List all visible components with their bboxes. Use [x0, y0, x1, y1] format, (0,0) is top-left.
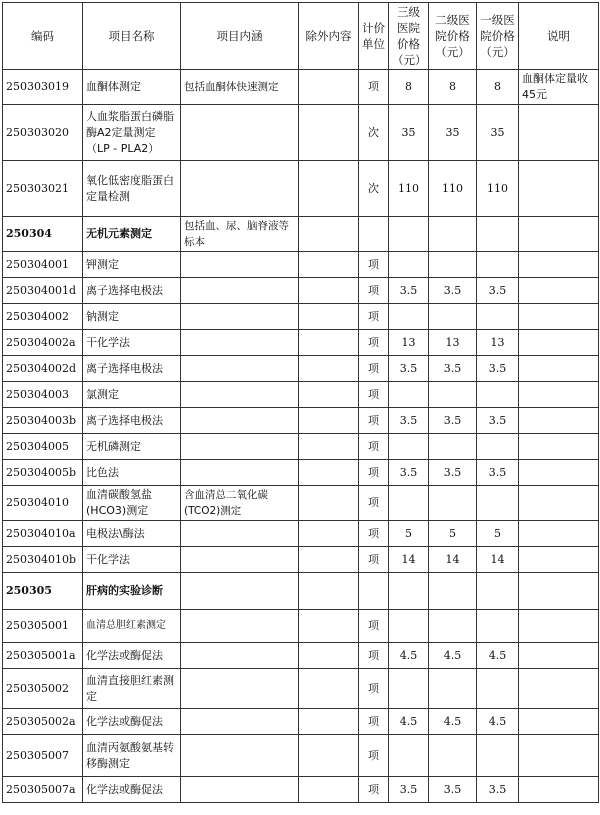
row-scope — [181, 434, 299, 460]
row-unit: 项 — [359, 460, 389, 486]
header-price-level2: 二级医院价格（元） — [429, 3, 477, 70]
row-price-level2 — [429, 382, 477, 408]
row-price-level3: 35 — [389, 105, 429, 161]
row-exclude — [299, 330, 359, 356]
row-note — [519, 521, 599, 547]
row-unit: 项 — [359, 547, 389, 573]
row-name: 无机磷测定 — [83, 434, 181, 460]
row-price-level3 — [389, 669, 429, 709]
table-row — [3, 669, 599, 709]
header-row — [3, 3, 599, 70]
row-code: 250304001 — [3, 252, 83, 278]
row-exclude — [299, 460, 359, 486]
row-name: 钾测定 — [83, 252, 181, 278]
row-price-level2 — [429, 610, 477, 643]
table-row — [3, 486, 599, 521]
table-row — [3, 735, 599, 777]
row-exclude — [299, 610, 359, 643]
row-price-level3 — [389, 735, 429, 777]
header-note: 说明 — [519, 3, 599, 70]
row-scope — [181, 643, 299, 669]
row-unit: 项 — [359, 382, 389, 408]
row-code: 250305002a — [3, 709, 83, 735]
row-price-level1: 110 — [477, 161, 519, 217]
row-unit: 项 — [359, 70, 389, 105]
row-price-level2: 3.5 — [429, 408, 477, 434]
row-note — [519, 486, 599, 521]
row-price-level2: 4.5 — [429, 643, 477, 669]
row-note — [519, 330, 599, 356]
row-scope — [181, 105, 299, 161]
row-price-level2 — [429, 252, 477, 278]
row-code: 250305007a — [3, 777, 83, 803]
row-exclude — [299, 573, 359, 610]
row-note — [519, 735, 599, 777]
row-note — [519, 382, 599, 408]
row-price-level2 — [429, 434, 477, 460]
row-scope — [181, 735, 299, 777]
row-price-level1 — [477, 304, 519, 330]
row-note — [519, 669, 599, 709]
row-name: 血清直接胆红素测定 — [83, 669, 181, 709]
row-name: 氧化低密度脂蛋白定量检测 — [83, 161, 181, 217]
row-unit: 次 — [359, 105, 389, 161]
row-price-level3 — [389, 217, 429, 252]
row-price-level3: 4.5 — [389, 643, 429, 669]
row-unit: 项 — [359, 356, 389, 382]
row-exclude — [299, 304, 359, 330]
row-price-level3 — [389, 434, 429, 460]
row-note: 血酮体定量收45元 — [519, 70, 599, 105]
row-price-level3: 3.5 — [389, 777, 429, 803]
row-note — [519, 460, 599, 486]
row-name: 离子选择电极法 — [83, 356, 181, 382]
row-exclude — [299, 735, 359, 777]
row-scope — [181, 278, 299, 304]
pricing-table — [2, 2, 599, 803]
row-unit: 项 — [359, 610, 389, 643]
row-code: 250304002d — [3, 356, 83, 382]
row-scope: 含血清总二氧化碳(TCO2)测定 — [181, 486, 299, 521]
row-note — [519, 304, 599, 330]
row-note — [519, 610, 599, 643]
row-unit: 项 — [359, 252, 389, 278]
row-exclude — [299, 643, 359, 669]
row-price-level3: 3.5 — [389, 408, 429, 434]
row-price-level1: 35 — [477, 105, 519, 161]
row-note — [519, 709, 599, 735]
row-name: 电极法\酶法 — [83, 521, 181, 547]
row-price-level3: 14 — [389, 547, 429, 573]
row-price-level2 — [429, 735, 477, 777]
row-name: 血酮体测定 — [83, 70, 181, 105]
row-note — [519, 434, 599, 460]
row-name: 血清碳酸氢盐(HCO3)测定 — [83, 486, 181, 521]
table-row — [3, 105, 599, 161]
row-code: 250305001a — [3, 643, 83, 669]
row-price-level2: 3.5 — [429, 777, 477, 803]
row-unit: 项 — [359, 669, 389, 709]
row-exclude — [299, 434, 359, 460]
row-note — [519, 777, 599, 803]
header-exclude: 除外内容 — [299, 3, 359, 70]
row-price-level2 — [429, 217, 477, 252]
row-name: 化学法或酶促法 — [83, 709, 181, 735]
table-body — [3, 70, 599, 803]
row-price-level1 — [477, 382, 519, 408]
row-unit: 项 — [359, 643, 389, 669]
row-name: 氯测定 — [83, 382, 181, 408]
table-row — [3, 70, 599, 105]
row-price-level2: 35 — [429, 105, 477, 161]
row-price-level2: 8 — [429, 70, 477, 105]
row-exclude — [299, 521, 359, 547]
row-price-level1: 4.5 — [477, 643, 519, 669]
row-code: 250304010 — [3, 486, 83, 521]
row-scope — [181, 356, 299, 382]
row-price-level2: 110 — [429, 161, 477, 217]
row-price-level1 — [477, 252, 519, 278]
row-price-level1 — [477, 217, 519, 252]
row-price-level1: 4.5 — [477, 709, 519, 735]
row-unit: 项 — [359, 278, 389, 304]
row-note — [519, 547, 599, 573]
row-exclude — [299, 408, 359, 434]
row-price-level1 — [477, 486, 519, 521]
table-row — [3, 434, 599, 460]
row-price-level1 — [477, 434, 519, 460]
row-price-level1: 13 — [477, 330, 519, 356]
header-name: 项目名称 — [83, 3, 181, 70]
row-exclude — [299, 252, 359, 278]
row-name: 人血浆脂蛋白磷脂酶A2定量测定（LP - PLA2） — [83, 105, 181, 161]
row-scope — [181, 460, 299, 486]
row-price-level3: 110 — [389, 161, 429, 217]
row-unit — [359, 573, 389, 610]
row-unit: 项 — [359, 709, 389, 735]
row-unit: 项 — [359, 304, 389, 330]
row-exclude — [299, 382, 359, 408]
row-unit: 项 — [359, 486, 389, 521]
row-note — [519, 161, 599, 217]
row-code: 250303020 — [3, 105, 83, 161]
row-code: 250304002 — [3, 304, 83, 330]
table-row — [3, 161, 599, 217]
row-exclude — [299, 486, 359, 521]
row-price-level3: 3.5 — [389, 460, 429, 486]
row-exclude — [299, 105, 359, 161]
table-row — [3, 382, 599, 408]
row-code: 250304003b — [3, 408, 83, 434]
row-code: 250304005 — [3, 434, 83, 460]
row-code: 250304010a — [3, 521, 83, 547]
row-exclude — [299, 217, 359, 252]
row-code: 250303021 — [3, 161, 83, 217]
row-scope — [181, 610, 299, 643]
table-row — [3, 217, 599, 252]
row-price-level1 — [477, 669, 519, 709]
row-unit: 项 — [359, 777, 389, 803]
row-exclude — [299, 278, 359, 304]
row-price-level1: 3.5 — [477, 278, 519, 304]
row-price-level2: 14 — [429, 547, 477, 573]
row-scope — [181, 547, 299, 573]
row-scope — [181, 330, 299, 356]
row-unit: 项 — [359, 434, 389, 460]
row-price-level3 — [389, 304, 429, 330]
row-price-level2: 3.5 — [429, 278, 477, 304]
row-price-level3: 8 — [389, 70, 429, 105]
row-price-level3: 5 — [389, 521, 429, 547]
table-row — [3, 573, 599, 610]
row-price-level3: 3.5 — [389, 278, 429, 304]
row-note — [519, 408, 599, 434]
row-price-level1: 3.5 — [477, 777, 519, 803]
row-price-level3 — [389, 382, 429, 408]
row-price-level3: 13 — [389, 330, 429, 356]
row-note — [519, 643, 599, 669]
row-price-level1 — [477, 610, 519, 643]
row-note — [519, 252, 599, 278]
row-exclude — [299, 709, 359, 735]
row-unit: 项 — [359, 330, 389, 356]
row-code: 250305 — [3, 573, 83, 610]
row-price-level1: 3.5 — [477, 460, 519, 486]
row-scope — [181, 304, 299, 330]
row-scope — [181, 408, 299, 434]
row-code: 250304003 — [3, 382, 83, 408]
header-scope: 项目内涵 — [181, 3, 299, 70]
row-name: 干化学法 — [83, 330, 181, 356]
row-price-level3: 4.5 — [389, 709, 429, 735]
row-note — [519, 356, 599, 382]
row-note — [519, 217, 599, 252]
row-price-level2 — [429, 304, 477, 330]
header-code: 编码 — [3, 3, 83, 70]
table-row — [3, 304, 599, 330]
row-price-level1 — [477, 573, 519, 610]
row-scope — [181, 709, 299, 735]
table-row — [3, 356, 599, 382]
row-price-level2: 5 — [429, 521, 477, 547]
header-unit: 计价单位 — [359, 3, 389, 70]
row-price-level3 — [389, 486, 429, 521]
row-code: 250305001 — [3, 610, 83, 643]
row-price-level3 — [389, 573, 429, 610]
row-name: 血清丙氨酸氨基转移酶测定 — [83, 735, 181, 777]
row-exclude — [299, 777, 359, 803]
row-price-level1: 8 — [477, 70, 519, 105]
table-row — [3, 777, 599, 803]
table-row — [3, 643, 599, 669]
row-code: 250305002 — [3, 669, 83, 709]
row-name: 无机元素测定 — [83, 217, 181, 252]
row-unit: 项 — [359, 521, 389, 547]
row-scope: 包括血、尿、脑脊液等标本 — [181, 217, 299, 252]
row-name: 干化学法 — [83, 547, 181, 573]
row-scope — [181, 777, 299, 803]
row-price-level1 — [477, 735, 519, 777]
row-price-level2: 3.5 — [429, 356, 477, 382]
row-scope — [181, 521, 299, 547]
row-name: 离子选择电极法 — [83, 278, 181, 304]
row-code: 250304005b — [3, 460, 83, 486]
row-note — [519, 278, 599, 304]
row-price-level3 — [389, 252, 429, 278]
row-name: 化学法或酶促法 — [83, 643, 181, 669]
row-scope — [181, 382, 299, 408]
row-note — [519, 573, 599, 610]
row-scope: 包括血酮体快速测定 — [181, 70, 299, 105]
row-price-level1: 3.5 — [477, 356, 519, 382]
table-row — [3, 330, 599, 356]
row-code: 250304001d — [3, 278, 83, 304]
row-price-level3: 3.5 — [389, 356, 429, 382]
header-price-level3: 三级医院价格（元） — [389, 3, 429, 70]
row-price-level2: 4.5 — [429, 709, 477, 735]
row-code: 250305007 — [3, 735, 83, 777]
row-name: 钠测定 — [83, 304, 181, 330]
row-unit: 次 — [359, 161, 389, 217]
row-exclude — [299, 356, 359, 382]
row-price-level2 — [429, 573, 477, 610]
row-name: 血清总胆红素测定 — [83, 610, 181, 643]
row-scope — [181, 573, 299, 610]
row-price-level2: 13 — [429, 330, 477, 356]
row-price-level2: 3.5 — [429, 460, 477, 486]
row-exclude — [299, 669, 359, 709]
table-row — [3, 460, 599, 486]
row-code: 250304010b — [3, 547, 83, 573]
table-row — [3, 610, 599, 643]
row-price-level3 — [389, 610, 429, 643]
row-scope — [181, 669, 299, 709]
row-code: 250304 — [3, 217, 83, 252]
table-row — [3, 408, 599, 434]
row-code: 250304002a — [3, 330, 83, 356]
row-name: 肝病的实验诊断 — [83, 573, 181, 610]
row-name: 化学法或酶促法 — [83, 777, 181, 803]
row-code: 250303019 — [3, 70, 83, 105]
row-exclude — [299, 547, 359, 573]
row-price-level1: 5 — [477, 521, 519, 547]
row-price-level2 — [429, 669, 477, 709]
row-unit — [359, 217, 389, 252]
row-unit: 项 — [359, 408, 389, 434]
table-row — [3, 709, 599, 735]
table-row — [3, 252, 599, 278]
row-unit: 项 — [359, 735, 389, 777]
row-exclude — [299, 70, 359, 105]
row-scope — [181, 252, 299, 278]
row-scope — [181, 161, 299, 217]
header-price-level1: 一级医院价格（元） — [477, 3, 519, 70]
row-exclude — [299, 161, 359, 217]
row-price-level2 — [429, 486, 477, 521]
row-name: 比色法 — [83, 460, 181, 486]
table-row — [3, 278, 599, 304]
row-name: 离子选择电极法 — [83, 408, 181, 434]
row-price-level1: 3.5 — [477, 408, 519, 434]
row-note — [519, 105, 599, 161]
row-price-level1: 14 — [477, 547, 519, 573]
table-row — [3, 547, 599, 573]
table-row — [3, 521, 599, 547]
